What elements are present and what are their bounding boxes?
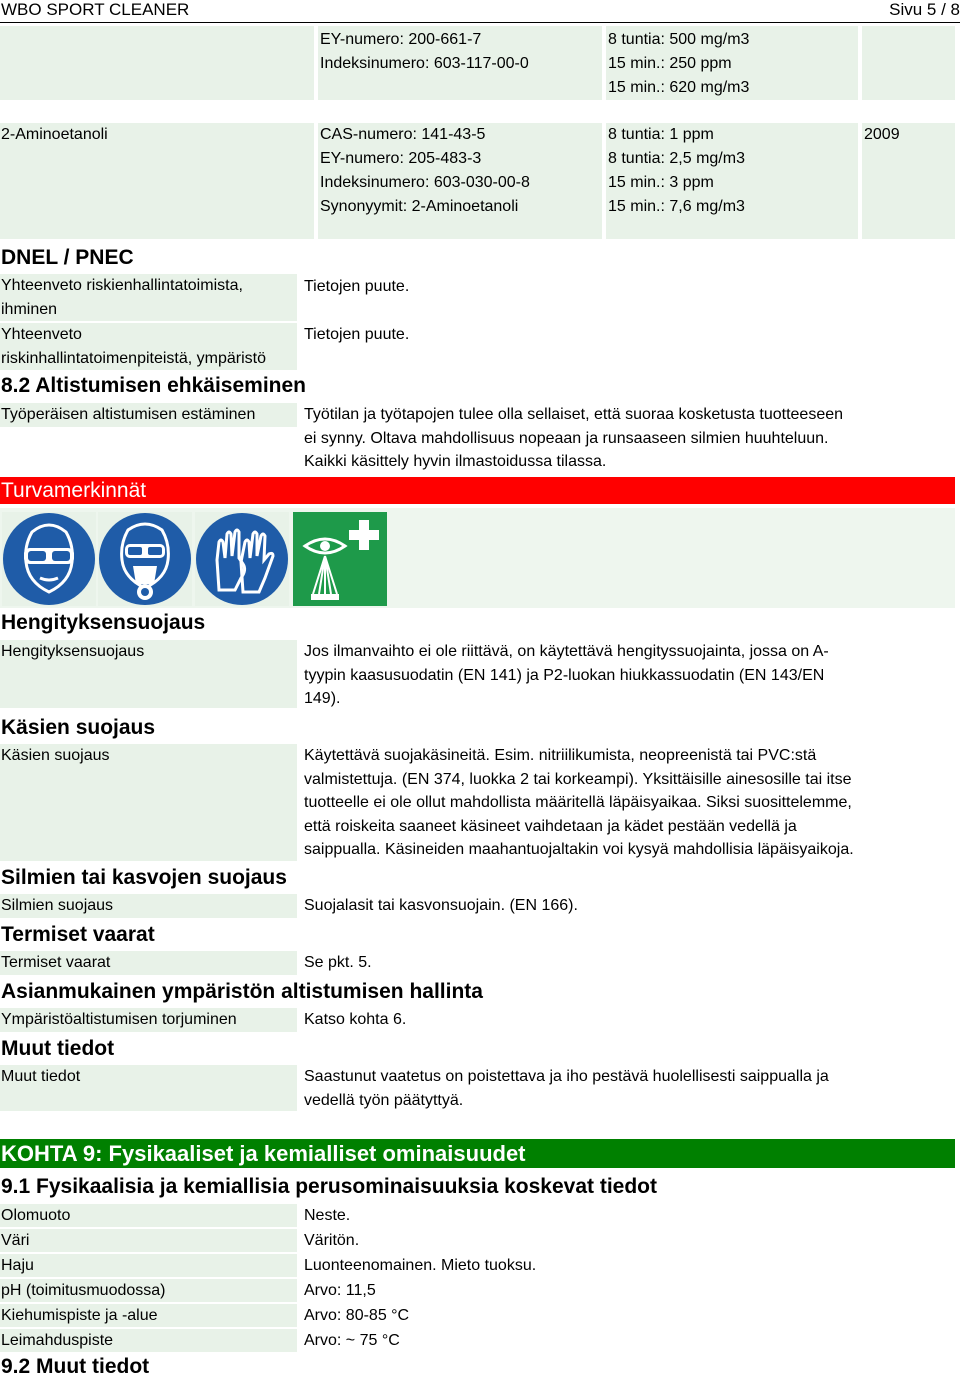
goggles-icon	[2, 512, 96, 606]
gloves-sign	[195, 512, 289, 606]
row2-value: 8 tuntia: 1 ppm	[608, 126, 714, 143]
dnel-env-value: Tietojen puute.	[304, 326, 410, 343]
dnel-human-value: Tietojen puute.	[304, 278, 410, 295]
property-label: pH (toimitusmuodossa)	[0, 1279, 297, 1302]
row2-value: 8 tuntia: 2,5 mg/m3	[608, 150, 745, 167]
respiratory-heading: Hengityksensuojaus	[1, 611, 206, 634]
row1-value: 15 min.: 620 mg/m3	[608, 79, 750, 96]
safety-signs-bar	[0, 477, 955, 504]
thermal-heading: Termiset vaarat	[1, 923, 155, 946]
respirator-icon	[98, 512, 192, 606]
environment-heading: Asianmukainen ympäristön altistumisen hallinta	[1, 980, 483, 1003]
section9-subheading: 9.1 Fysikaalisia ja kemiallisia perusominaisuuksia koskevat tiedot	[1, 1175, 657, 1198]
limits-row1-name-cell	[0, 26, 314, 100]
hands-text: Käytettävä suojakäsineitä. Esim. nitriilikumista, neopreenistä tai PVC:stä valmistettuja. (EN 374, luokka 2 tai korkeampi). Yksittäisille ainesosille tai itse tuotteelle ei ole ollut mahdollista määritellä läpäisyaikaa. Siksi suosittelemme, että roiskeita saaneet käsineet vaihdetaan ja kädet pestään vedellä ja saippualla. Käsineiden maahantuojaltakin voi kysyä mahdollisia läpäisyaikoja.	[304, 747, 854, 858]
limits-row2-name-cell	[0, 123, 314, 239]
limits-row1-year-cell	[862, 26, 955, 100]
eyewash-icon	[293, 512, 387, 606]
respiratory-label: Hengityksensuojaus	[0, 640, 297, 708]
substance-name: 2-Aminoetanoli	[1, 126, 108, 143]
hands-heading: Käsien suojaus	[1, 716, 156, 739]
row2-ec-number: EY-numero: 205-483-3	[320, 150, 482, 167]
property-label: Väri	[0, 1229, 297, 1252]
row2-synonyms: Synonyymit: 2-Aminoetanoli	[320, 198, 519, 215]
dnel-human-label: Yhteenveto riskienhallintatoimista, ihminen	[0, 274, 297, 321]
eyes-heading: Silmien tai kasvojen suojaus	[1, 866, 287, 889]
limits-row1-ids-cell	[318, 26, 602, 100]
property-value: Väritön.	[304, 1232, 360, 1249]
property-value: Luonteenomainen. Mieto tuoksu.	[304, 1257, 537, 1274]
hands-label: Käsien suojaus	[0, 744, 297, 861]
property-value: Neste.	[304, 1207, 351, 1224]
other-text: Saastunut vaatetus on poistettava ja iho pestävä huolellisesti saippualla ja vedellä työn päätyttyä.	[304, 1068, 829, 1109]
limits-row2-year-cell	[862, 123, 955, 239]
environment-value: Katso kohta 6.	[304, 1011, 407, 1028]
row1-value: 15 min.: 250 ppm	[608, 55, 732, 72]
document-title: WBO SPORT CLEANER	[1, 0, 190, 19]
thermal-value: Se pkt. 5.	[304, 954, 372, 971]
eyes-value: Suojalasit tai kasvonsuojain. (EN 166).	[304, 897, 578, 914]
row1-index-number: Indeksinumero: 603-117-00-0	[320, 55, 529, 72]
limits-row1-values-cell	[606, 26, 858, 100]
property-label: Olomuoto	[0, 1204, 297, 1227]
dnel-env-label: Yhteenveto riskinhallintatoimenpiteistä, ympäristö	[0, 323, 297, 370]
property-label: Haju	[0, 1254, 297, 1277]
section9-title: KOHTA 9: Fysikaaliset ja kemialliset ominaisuudet	[1, 1141, 526, 1166]
environment-label: Ympäristöaltistumisen torjuminen	[0, 1008, 297, 1032]
eyes-label: Silmien suojaus	[0, 894, 297, 918]
eyewash-sign	[293, 512, 387, 606]
property-value: Arvo: 11,5	[304, 1282, 376, 1299]
limits-row2-ids-cell	[318, 123, 602, 239]
row1-ec-number: EY-numero: 200-661-7	[320, 31, 482, 48]
property-label: Leimahduspiste	[0, 1329, 297, 1352]
safety-signs-heading: Turvamerkinnät	[1, 479, 147, 502]
exposure-prevent-label: Työperäisen altistumisen estäminen	[0, 403, 297, 427]
section9-2-heading: 9.2 Muut tiedot	[1, 1355, 150, 1378]
property-value: Arvo: ~ 75 °C	[304, 1332, 400, 1349]
row2-value: 15 min.: 3 ppm	[608, 174, 714, 191]
page-number: Sivu 5 / 8	[889, 0, 960, 19]
gloves-icon	[195, 512, 289, 606]
row2-index-number: Indeksinumero: 603-030-00-8	[320, 174, 530, 191]
other-heading: Muut tiedot	[1, 1037, 115, 1060]
row2-value: 15 min.: 7,6 mg/m3	[608, 198, 745, 215]
row2-cas-number: CAS-numero: 141-43-5	[320, 126, 486, 143]
goggles-sign	[2, 512, 96, 606]
row1-value: 8 tuntia: 500 mg/m3	[608, 31, 750, 48]
page-header	[0, 0, 960, 23]
exposure-heading: 8.2 Altistumisen ehkäiseminen	[1, 374, 307, 397]
respirator-sign	[98, 512, 192, 606]
property-label: Kiehumispiste ja -alue	[0, 1304, 297, 1327]
property-value: Arvo: 80-85 °C	[304, 1307, 410, 1324]
dnel-heading: DNEL / PNEC	[1, 246, 134, 269]
thermal-label: Termiset vaarat	[0, 951, 297, 975]
row2-year: 2009	[864, 126, 900, 143]
respiratory-text: Jos ilmanvaihto ei ole riittävä, on käytettävä hengityssuojainta, jossa on A- tyypin kaasusuodatin (EN 141) ja P2-luokan hiukkassuodatin (EN 143/EN 149).	[304, 643, 829, 707]
exposure-prevent-text: Työtilan ja työtapojen tulee olla sellaiset, että suoraa kosketusta tuotteeseen ei synny. Oltava mahdollisuus nopeaan ja runsaaseen silmien huuhteluun. Kaikki käsittely hyvin ilmastoidussa tilassa.	[304, 406, 844, 470]
limits-row2-values-cell	[606, 123, 858, 239]
section9-banner	[0, 1139, 955, 1168]
other-label: Muut tiedot	[0, 1065, 297, 1111]
